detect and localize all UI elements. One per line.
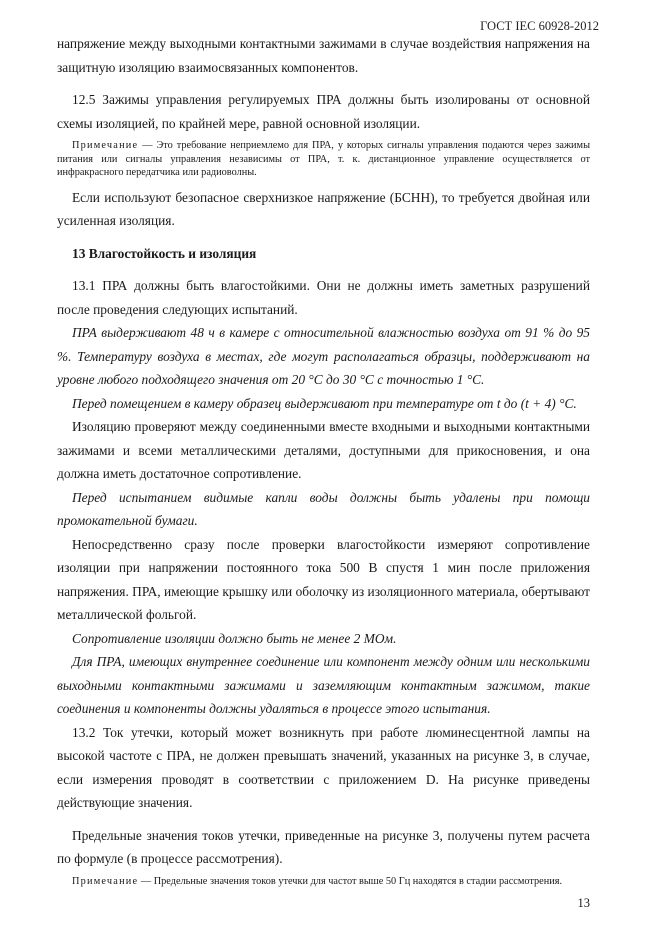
paragraph-preconditioning: Перед помещением в камеру образец выдерживают при температуре от t до (t + 4) °С. [72,395,577,411]
standard-header: ГОСТ IEC 60928-2012 [480,19,599,33]
document-body [57,32,590,894]
paragraph-water-drops: Перед испытанием видимые капли воды должны быть удалены при помощи промокательной бумаги. [57,489,590,528]
note-2 [57,875,590,889]
note-2-text: — Предельные значения токов утечки для частот выше 50 Гц находятся в стадии рассмотрения. [138,875,563,887]
note-1-text: — Это требование неприемлемо для ПРА, у которых сигналы управления подаются через зажимы питания или сигналы управления независимы от ПРА, т. к. дистанционное управление осуществляется от инфракрасного передатчика или радиоволны. [57,140,590,178]
paragraph-13-1: 13.1 ПРА должны быть влагостойкими. Они не должны иметь заметных разрушений после проведения следующих испытаний. [57,278,590,317]
paragraph-min-resistance: Сопротивление изоляции должно быть не менее 2 МОм. [72,630,397,646]
note-1-label: Примечание [72,140,139,151]
page-number: 13 [577,896,590,910]
note-1 [57,139,590,180]
paragraph-humidity-test: ПРА выдерживают 48 ч в камере с относительной влажностью воздуха от 91 % до 95 %. Температуру воздуха в местах, где могут располагаться образцы, поддерживают на уровне любого подходящего значения от 20 °С до 30 °С с точностью 1 °С. [57,325,590,387]
paragraph-insulation-check: Изоляцию проверяют между соединенными вместе входными и выходными контактными зажимами и всеми металлическими деталями, доступными для прикосновения, и она должна иметь достаточное сопротивление. [57,419,590,481]
paragraph-internal-connections: Для ПРА, имеющих внутреннее соединение или компонент между одним или несколькими выходными контактными зажимами и заземляющим контактным зажимом, такие соединения и компоненты должны удаляться в процессе этого испытания. [57,654,590,716]
paragraph-13-2: 13.2 Ток утечки, который может возникнуть при работе люминесцентной лампы на высокой частоте с ПРА, не должен превышать значений, указанных на рисунке 3, в случае, если измерения проводят в соответствии с приложением D. На рисунке приведены действующие значения. [57,724,590,810]
paragraph-leakage-limits: Предельные значения токов утечки, приведенные на рисунке 3, получены путем расчета по формуле (в процессе рассмотрения). [57,827,590,866]
paragraph-resistance-measure: Непосредственно сразу после проверки влагостойкости измеряют сопротивление изоляции при напряжении постоянного тока 500 В спустя 1 мин после приложения напряжения. ПРА, имеющие крышку или оболочку из изоляционного материала, обертывают металлической фольгой. [57,536,590,622]
section-13-heading: 13 Влагостойкость и изоляция [72,245,257,261]
paragraph-12-5: 12.5 Зажимы управления регулируемых ПРА должны быть изолированы от основной схемы изоляцией, по крайней мере, равной основной изоляции. [57,92,590,131]
note-2-label: Примечание [72,875,139,887]
paragraph-bsnn: Если используют безопасное сверхнизкое напряжение (БСНН), то требуется двойная или усиленная изоляция. [57,189,590,228]
paragraph-continuation: напряжение между выходными контактными зажимами в случае воздействия напряжения на защитную изоляцию взаимосвязанных компонентов. [57,36,590,75]
